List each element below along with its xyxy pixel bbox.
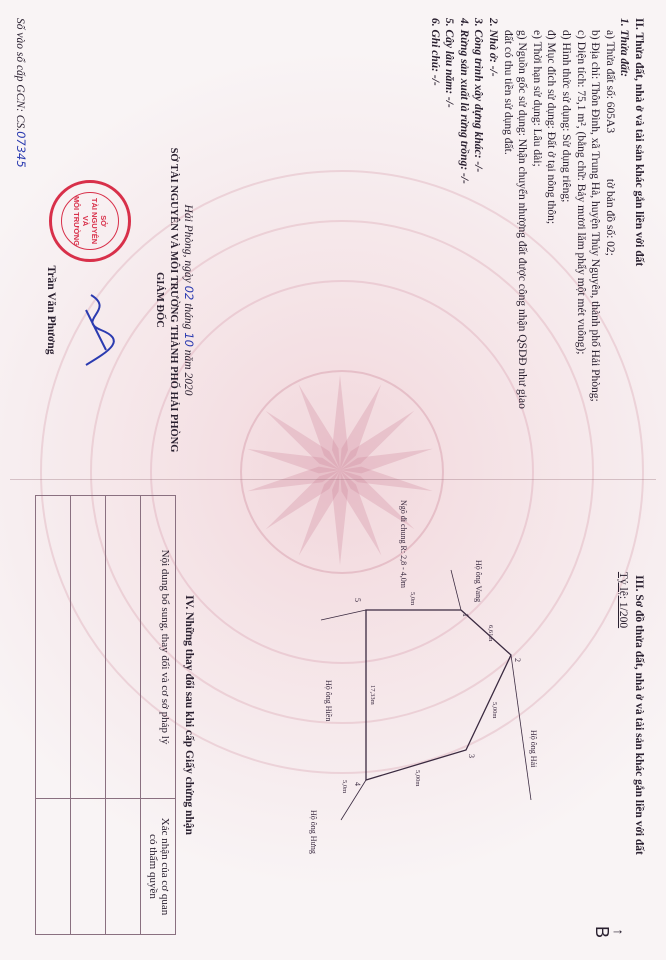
dist-4-5: 17,33m xyxy=(369,685,376,705)
date-day: 02 xyxy=(182,285,196,301)
signer-name: Trần Văn Phương xyxy=(45,265,57,355)
neighbor-vang: Hộ ông Vang xyxy=(474,560,483,603)
land-item-b: b) Địa chỉ: Thôn Đình, xã Trung Hà, huyện Thủy Nguyên, thành phố Hải Phòng; xyxy=(589,30,602,402)
dist-5-1: 5,0m xyxy=(409,592,416,606)
map-sheet-number: tờ bản đồ số: 02; xyxy=(603,178,616,256)
point-1: 1 xyxy=(461,613,470,617)
item-perennial: 5. Cây lâu năm: -/- xyxy=(443,18,456,108)
neighbor-line-hai xyxy=(511,655,531,800)
scale-label: Tỷ lệ: 1/200 xyxy=(617,571,629,629)
neighbor-hung: Hộ ông Hưng xyxy=(309,810,318,854)
road-edge xyxy=(321,610,366,620)
dist-3-4: 5,00m xyxy=(414,770,421,787)
sub-heading-land: 1. Thửa đất: xyxy=(618,18,631,77)
heading-iii: III. Sơ đồ thửa đất, nhà ở và tài sản khác gắn liền với đất xyxy=(633,575,645,855)
issue-date: Hải Phòng, ngày 02 tháng 10 năm 2020 xyxy=(182,204,196,396)
land-item-g-cont: đất có thu tiền sử dụng đất. xyxy=(501,30,514,155)
north-arrow: ↑ B xyxy=(591,920,626,944)
official-seal: SỞ TÀI NGUYÊN VÀ MÔI TRƯỜNG xyxy=(49,180,131,262)
item-forest: 4. Rừng sản xuất là rừng trồng: -/- xyxy=(457,18,470,184)
point-5: 5 xyxy=(353,598,362,602)
land-item-dd: đ) Mục đích sử dụng: Đất ở tại nông thôn; xyxy=(545,30,558,225)
date-month: 10 xyxy=(182,332,196,347)
changes-row-empty xyxy=(71,496,106,799)
land-item-d: d) Hình thức sử dụng: Sử dụng riêng; xyxy=(560,30,573,203)
issuing-agency: SỞ TÀI NGUYÊN VÀ MÔI TRƯỜNG THÀNH PHỐ HẢI PHÒNG xyxy=(168,147,180,453)
land-item-c: c) Diện tích: 75,1 m², (bằng chữ: Bảy mươi lăm phẩy một mét vuông); xyxy=(574,30,587,355)
neighbor-hai: Hộ ông Hải xyxy=(529,730,538,768)
dist-1-2: 6,61m xyxy=(487,625,494,642)
item-house: 2. Nhà ở: -/- xyxy=(487,18,500,77)
changes-col-content: Nội dung bổ sung, thay đổi và cơ sở pháp lý xyxy=(141,496,176,799)
item-other-works: 3. Công trình xây dựng khác: -/- xyxy=(472,18,485,173)
section-iii-page xyxy=(0,480,666,960)
point-3: 3 xyxy=(467,754,476,758)
heading-ii: II. Thửa đất, nhà ở và tài sản khác gắn liền với đất xyxy=(633,18,645,267)
changes-row-empty xyxy=(106,496,141,799)
changes-col-confirm: Xác nhận của cơ quan có thẩm quyền xyxy=(141,799,176,935)
road-label: Ngõ đi chung R: 2,8 - 4,0m xyxy=(399,500,408,588)
register-number: Số vào sổ cấp GCN: CS.07345 xyxy=(14,18,28,168)
dist-2-3: 5,00m xyxy=(491,702,498,719)
changes-row-empty xyxy=(36,496,71,799)
neighbor-hien: Hộ ông Hiền xyxy=(324,680,333,722)
director-signature xyxy=(71,290,121,370)
parcel-diagram xyxy=(281,480,611,950)
land-item-e: e) Thời hạn sử dụng: Lâu dài; xyxy=(530,30,543,167)
dist-top: 5,0m xyxy=(341,780,348,794)
parcel-number: a) Thửa đất số: 605A3 xyxy=(603,30,616,134)
changes-table xyxy=(35,495,176,935)
director-title: GIÁM ĐỐC xyxy=(153,272,165,328)
land-item-a xyxy=(602,30,617,473)
neighbor-line-vang xyxy=(451,570,461,610)
heading-iv: IV. Những thay đổi sau khi cấp Giấy chứng nhận xyxy=(183,595,195,835)
north-arrow-icon: ↑ xyxy=(611,928,627,936)
point-2: 2 xyxy=(513,658,522,662)
item-notes: 6. Ghi chú: -/- xyxy=(428,18,441,86)
land-item-g: g) Nguồn gốc sử dụng: Nhận chuyển nhượng đất được công nhận QSDĐ như giao xyxy=(516,30,529,409)
point-4: 4 xyxy=(353,782,362,786)
